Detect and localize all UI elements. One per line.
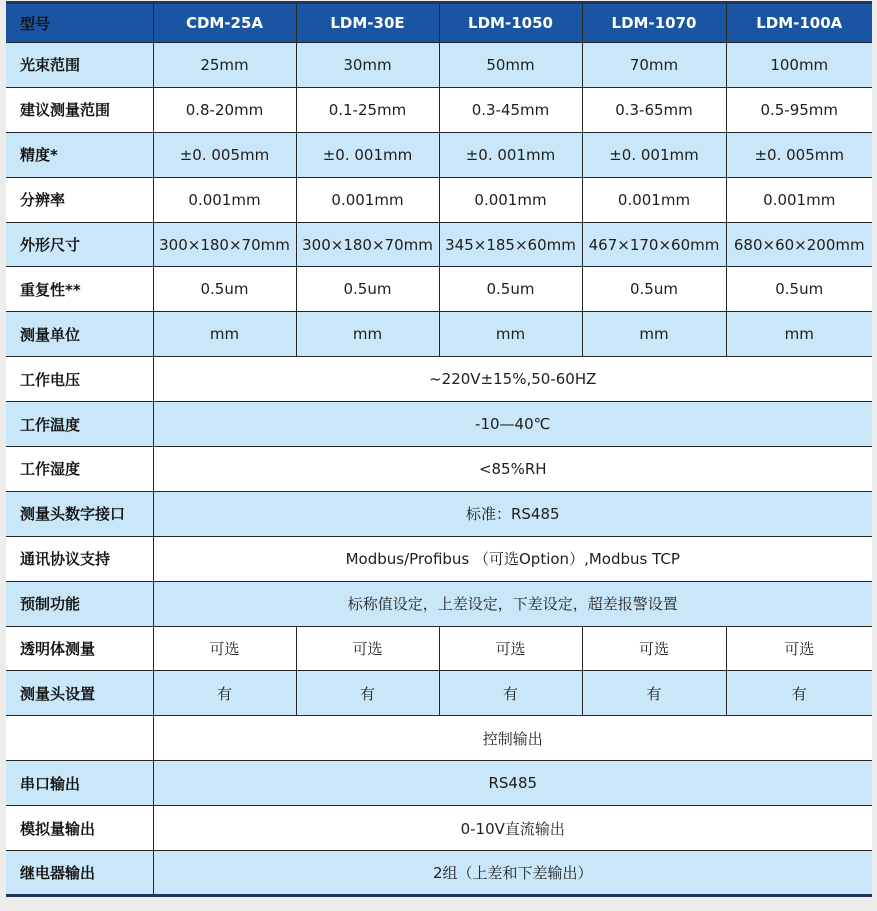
spec-table-body (6, 43, 872, 896)
spec-cell: 0.5-95mm (726, 87, 872, 132)
spec-cell: ±0. 005mm (153, 132, 296, 177)
row-label: 继电器输出 (6, 851, 153, 896)
spec-cell: ±0. 001mm (439, 132, 582, 177)
header-model-label: 型号 (6, 3, 153, 43)
spec-cell: 可选 (153, 626, 296, 671)
row-label: 透明体测量 (6, 626, 153, 671)
row-label: 通讯协议支持 (6, 536, 153, 581)
spec-cell: 0.3-45mm (439, 87, 582, 132)
spec-row (6, 43, 872, 88)
header-model-1: CDM-25A (153, 3, 296, 43)
spec-cell: mm (296, 312, 439, 357)
spec-cell: 可选 (726, 626, 872, 671)
row-label: 串口输出 (6, 761, 153, 806)
spec-cell-span: 控制输出 (153, 716, 872, 761)
spec-cell: 300×180×70mm (296, 222, 439, 267)
row-label: 工作温度 (6, 402, 153, 447)
row-label: 精度* (6, 132, 153, 177)
spec-cell: 100mm (726, 43, 872, 88)
spec-cell: 0.001mm (296, 177, 439, 222)
row-label: 重复性** (6, 267, 153, 312)
spec-row (6, 267, 872, 312)
header-row (6, 3, 872, 43)
spec-cell: 可选 (582, 626, 726, 671)
spec-cell: 0.5um (439, 267, 582, 312)
spec-row (6, 87, 872, 132)
spec-row (6, 851, 872, 896)
spec-row (6, 491, 872, 536)
row-label: 分辨率 (6, 177, 153, 222)
spec-cell: 0.5um (726, 267, 872, 312)
spec-cell: 有 (296, 671, 439, 716)
spec-cell-span: 0-10V直流输出 (153, 806, 872, 851)
row-label: 工作电压 (6, 357, 153, 402)
spec-cell: 0.8-20mm (153, 87, 296, 132)
header-model-3: LDM-1050 (439, 3, 582, 43)
row-label: 测量头设置 (6, 671, 153, 716)
spec-cell: 0.001mm (153, 177, 296, 222)
row-label (6, 716, 153, 761)
spec-cell: 0.5um (582, 267, 726, 312)
spec-cell: 50mm (439, 43, 582, 88)
spec-cell: 有 (153, 671, 296, 716)
spec-cell: ±0. 005mm (726, 132, 872, 177)
spec-row (6, 581, 872, 626)
spec-row (6, 671, 872, 716)
spec-cell: 可选 (296, 626, 439, 671)
spec-row (6, 716, 872, 761)
spec-cell: 70mm (582, 43, 726, 88)
spec-cell: 345×185×60mm (439, 222, 582, 267)
spec-row (6, 806, 872, 851)
spec-cell: 300×180×70mm (153, 222, 296, 267)
spec-cell: 680×60×200mm (726, 222, 872, 267)
spec-row (6, 447, 872, 492)
spec-cell: 有 (439, 671, 582, 716)
spec-cell: mm (153, 312, 296, 357)
spec-table (6, 1, 872, 897)
spec-row (6, 222, 872, 267)
spec-cell-span: -10—40℃ (153, 402, 872, 447)
row-label: 预制功能 (6, 581, 153, 626)
row-label: 光束范围 (6, 43, 153, 88)
header-model-2: LDM-30E (296, 3, 439, 43)
spec-cell: ±0. 001mm (582, 132, 726, 177)
spec-row (6, 536, 872, 581)
row-label: 建议测量范围 (6, 87, 153, 132)
spec-cell: mm (726, 312, 872, 357)
spec-row (6, 626, 872, 671)
spec-cell-span: ~220V±15%,50-60HZ (153, 357, 872, 402)
spec-cell-span: 2组（上差和下差输出） (153, 851, 872, 896)
spec-cell: mm (439, 312, 582, 357)
spec-cell-span: 标准：RS485 (153, 491, 872, 536)
spec-cell: 可选 (439, 626, 582, 671)
spec-cell: 0.001mm (439, 177, 582, 222)
spec-row (6, 177, 872, 222)
spec-cell: 0.5um (296, 267, 439, 312)
spec-row (6, 761, 872, 806)
spec-cell: 有 (726, 671, 872, 716)
row-label: 工作湿度 (6, 447, 153, 492)
row-label: 外形尺寸 (6, 222, 153, 267)
spec-cell: 有 (582, 671, 726, 716)
spec-cell: 0.1-25mm (296, 87, 439, 132)
spec-cell: 25mm (153, 43, 296, 88)
spec-cell: 0.001mm (582, 177, 726, 222)
spec-cell: ±0. 001mm (296, 132, 439, 177)
spec-cell: mm (582, 312, 726, 357)
spec-row (6, 357, 872, 402)
row-label: 测量头数字接口 (6, 491, 153, 536)
spec-cell-span: 标称值设定，上差设定，下差设定，超差报警设置 (153, 581, 872, 626)
spec-cell: 0.001mm (726, 177, 872, 222)
header-model-4: LDM-1070 (582, 3, 726, 43)
row-label: 模拟量输出 (6, 806, 153, 851)
spec-cell-span: RS485 (153, 761, 872, 806)
spec-cell-span: <85%RH (153, 447, 872, 492)
spec-cell: 467×170×60mm (582, 222, 726, 267)
spec-cell: 0.5um (153, 267, 296, 312)
row-label: 测量单位 (6, 312, 153, 357)
spec-cell: 30mm (296, 43, 439, 88)
spec-row (6, 132, 872, 177)
spec-row (6, 402, 872, 447)
spec-row (6, 312, 872, 357)
header-model-5: LDM-100A (726, 3, 872, 43)
spec-cell-span: Modbus/Profibus （可选Option）,Modbus TCP (153, 536, 872, 581)
spec-cell: 0.3-65mm (582, 87, 726, 132)
